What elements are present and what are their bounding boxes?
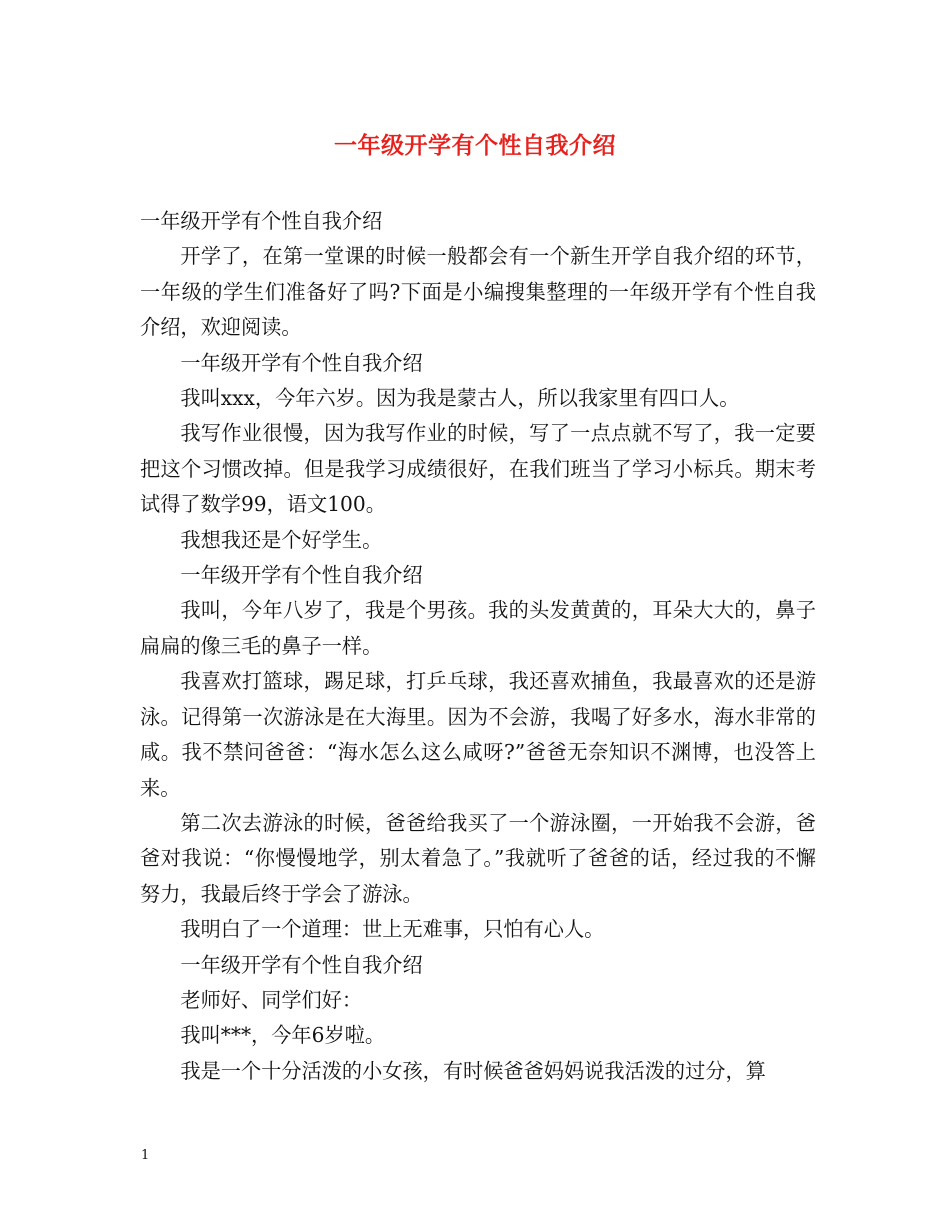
document-body bbox=[140, 204, 816, 1089]
paragraph: 我明白了一个道理：世上无难事，只怕有心人。 bbox=[180, 917, 605, 942]
paragraph: 我叫xxx，今年六岁。因为我是蒙古人，所以我家里有四口人。 bbox=[180, 386, 740, 411]
paragraph-section-heading-2: 一年级开学有个性自我介绍 bbox=[180, 563, 423, 588]
page-number: 1 bbox=[141, 1148, 150, 1163]
paragraph: 我是一个十分活泼的小女孩，有时候爸爸妈妈说我活泼的过分，算 bbox=[180, 1058, 766, 1083]
paragraph: 老师好、同学们好： bbox=[180, 987, 363, 1012]
paragraph: 我想我还是个好学生。 bbox=[180, 527, 383, 552]
paragraph-section-heading-3: 一年级开学有个性自我介绍 bbox=[180, 952, 423, 977]
paragraph: 我喜欢打篮球，踢足球，打乒乓球，我还喜欢捕鱼，我最喜欢的还是游泳。记得第一次游泳是在大海里。因为不会游，我喝了好多水，海水非常的咸。我不禁问爸爸：“海水怎么这么咸呀?”爸爸无奈知识不渊博，也没答上来。 bbox=[140, 669, 816, 800]
paragraph-section-heading-1: 一年级开学有个性自我介绍 bbox=[180, 350, 423, 375]
paragraph: 我叫，今年八岁了，我是个男孩。我的头发黄黄的，耳朵大大的，鼻子扁扁的像三毛的鼻子一样。 bbox=[140, 598, 816, 658]
paragraph-heading-top: 一年级开学有个性自我介绍 bbox=[140, 209, 383, 233]
paragraph: 我写作业很慢，因为我写作业的时候，写了一点点就不写了，我一定要把这个习惯改掉。但是我学习成绩很好，在我们班当了学习小标兵。期末考试得了数学99，语文100。 bbox=[140, 421, 816, 517]
document-title: 一年级开学有个性自我介绍 bbox=[334, 132, 616, 159]
paragraph: 我叫***，今年6岁啦。 bbox=[180, 1023, 386, 1048]
paragraph-intro: 开学了，在第一堂课的时候一般都会有一个新生开学自我介绍的环节，一年级的学生们准备好了吗?下面是小编搜集整理的一年级开学有个性自我介绍，欢迎阅读。 bbox=[140, 244, 816, 340]
paragraph: 第二次去游泳的时候，爸爸给我买了一个游泳圈，一开始我不会游，爸爸对我说：“你慢慢地学，别太着急了。”我就听了爸爸的话，经过我的不懈努力，我最后终于学会了游泳。 bbox=[140, 810, 816, 906]
